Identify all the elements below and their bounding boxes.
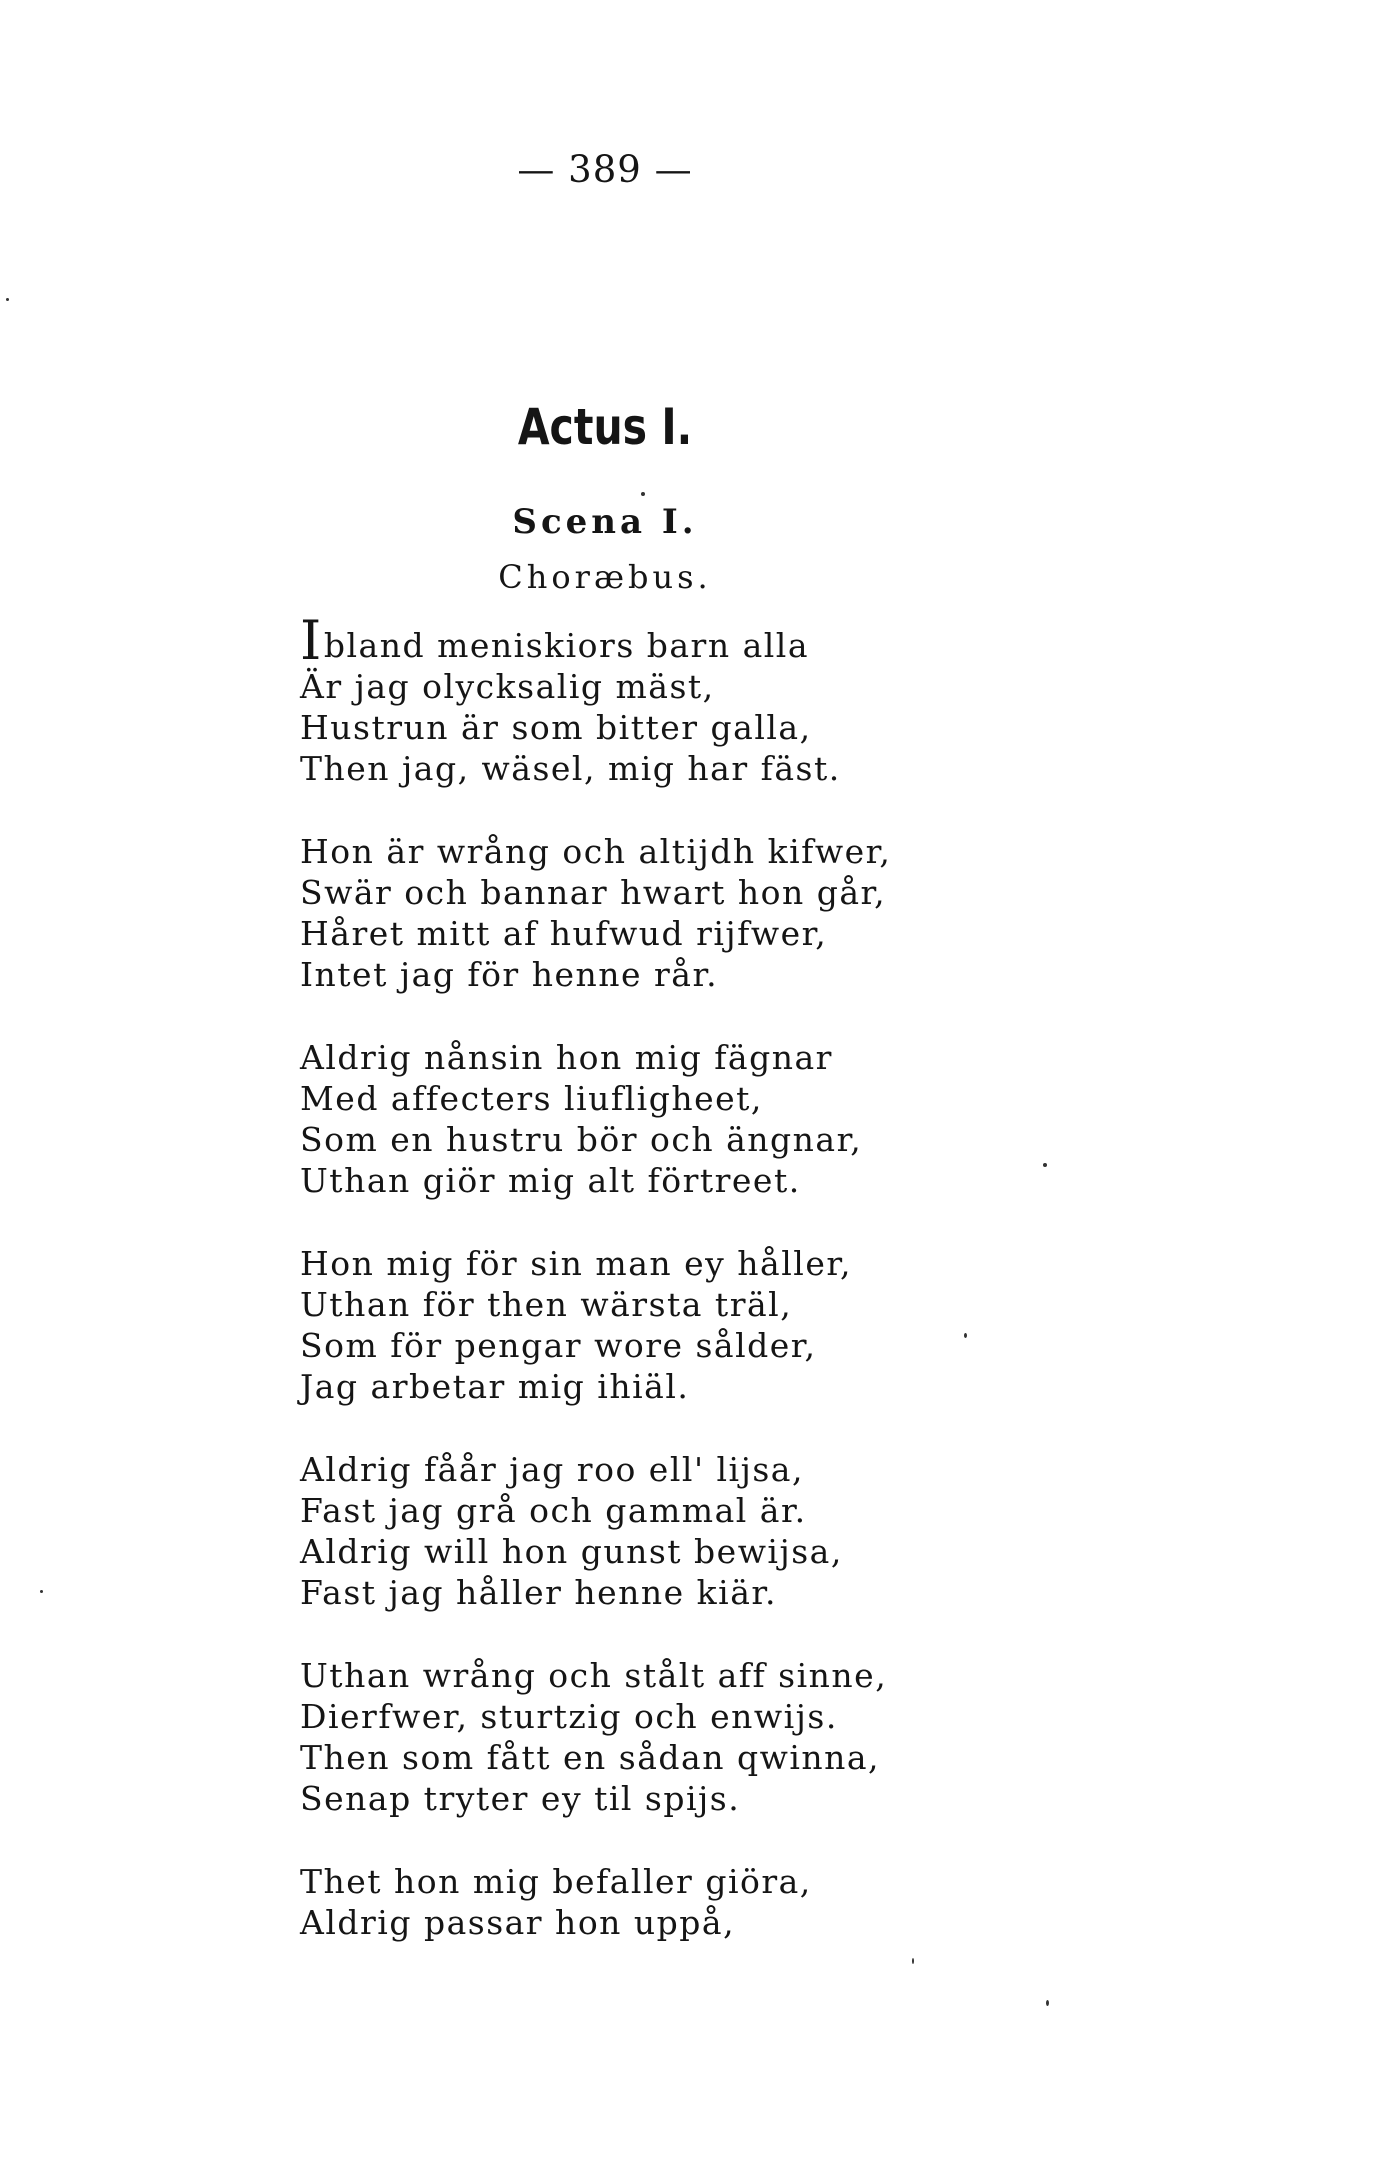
scan-speck bbox=[1046, 2000, 1049, 2006]
drop-cap: I bbox=[300, 609, 323, 672]
verse-line: Hustrun är som bitter galla, bbox=[300, 708, 812, 747]
verse-line: Fast jag grå och gammal är. bbox=[300, 1491, 807, 1530]
verse-line: Dierfwer, sturtzig och enwijs. bbox=[300, 1697, 838, 1736]
verse-line: Then som fått en sådan qwinna, bbox=[300, 1738, 881, 1777]
stanza bbox=[300, 1861, 920, 1943]
character-name: Choræbus. bbox=[498, 558, 712, 596]
verse-line: Är jag olycksalig mäst, bbox=[300, 667, 715, 706]
verse-line: Aldrig passar hon uppå, bbox=[300, 1903, 736, 1942]
verse-line: Then jag, wäsel, mig har fäst. bbox=[300, 749, 841, 788]
verse-line: Thet hon mig befaller giöra, bbox=[300, 1862, 812, 1901]
verse-line: Intet jag för henne rår. bbox=[300, 955, 719, 994]
scan-speck bbox=[964, 1333, 967, 1338]
verse-line: Senap tryter ey til spijs. bbox=[300, 1779, 741, 1818]
act-title: Actus I. bbox=[517, 398, 693, 456]
verse-line: Som en hustru bör och ängnar, bbox=[300, 1120, 863, 1159]
poem bbox=[300, 609, 920, 1985]
stanza bbox=[300, 1243, 920, 1407]
verse-line: Swär och bannar hwart hon går, bbox=[300, 873, 887, 912]
verse-line bbox=[300, 609, 920, 672]
verse-line: Aldrig fåår jag roo ell' lijsa, bbox=[300, 1450, 804, 1489]
stanza bbox=[300, 831, 920, 995]
scan-speck bbox=[641, 492, 645, 496]
verse-line: Uthan för then wärsta träl, bbox=[300, 1285, 793, 1324]
scan-speck bbox=[40, 1590, 43, 1593]
verse-line: Med affecters liufligheet, bbox=[300, 1079, 763, 1118]
scan-speck bbox=[6, 298, 9, 301]
verse-line: Som för pengar wore sålder, bbox=[300, 1326, 817, 1365]
stanza bbox=[300, 609, 920, 789]
verse-line: Aldrig will hon gunst bewijsa, bbox=[300, 1532, 843, 1571]
verse-line: Hon är wrång och altijdh kifwer, bbox=[300, 832, 892, 871]
verse-line: Fast jag håller henne kiär. bbox=[300, 1573, 778, 1612]
verse-line: Aldrig nånsin hon mig fägnar bbox=[300, 1038, 833, 1077]
verse-line: Uthan giör mig alt förtreet. bbox=[300, 1161, 801, 1200]
scene-title: Scena I. bbox=[512, 502, 698, 542]
scan-speck bbox=[912, 1958, 914, 1964]
verse-line: Hon mig för sin man ey håller, bbox=[300, 1244, 853, 1283]
stanza bbox=[300, 1655, 920, 1819]
verse-line-text: bland meniskiors barn alla bbox=[323, 626, 810, 665]
stanza bbox=[300, 1449, 920, 1613]
scan-speck bbox=[1043, 1163, 1047, 1167]
stanza bbox=[300, 1037, 920, 1201]
verse-line: Jag arbetar mig ihiäl. bbox=[300, 1367, 690, 1406]
verse-line: Håret mitt af hufwud rijfwer, bbox=[300, 914, 828, 953]
page-number: — 389 — bbox=[517, 148, 693, 191]
verse-line: Uthan wrång och stålt aff sinne, bbox=[300, 1656, 888, 1695]
